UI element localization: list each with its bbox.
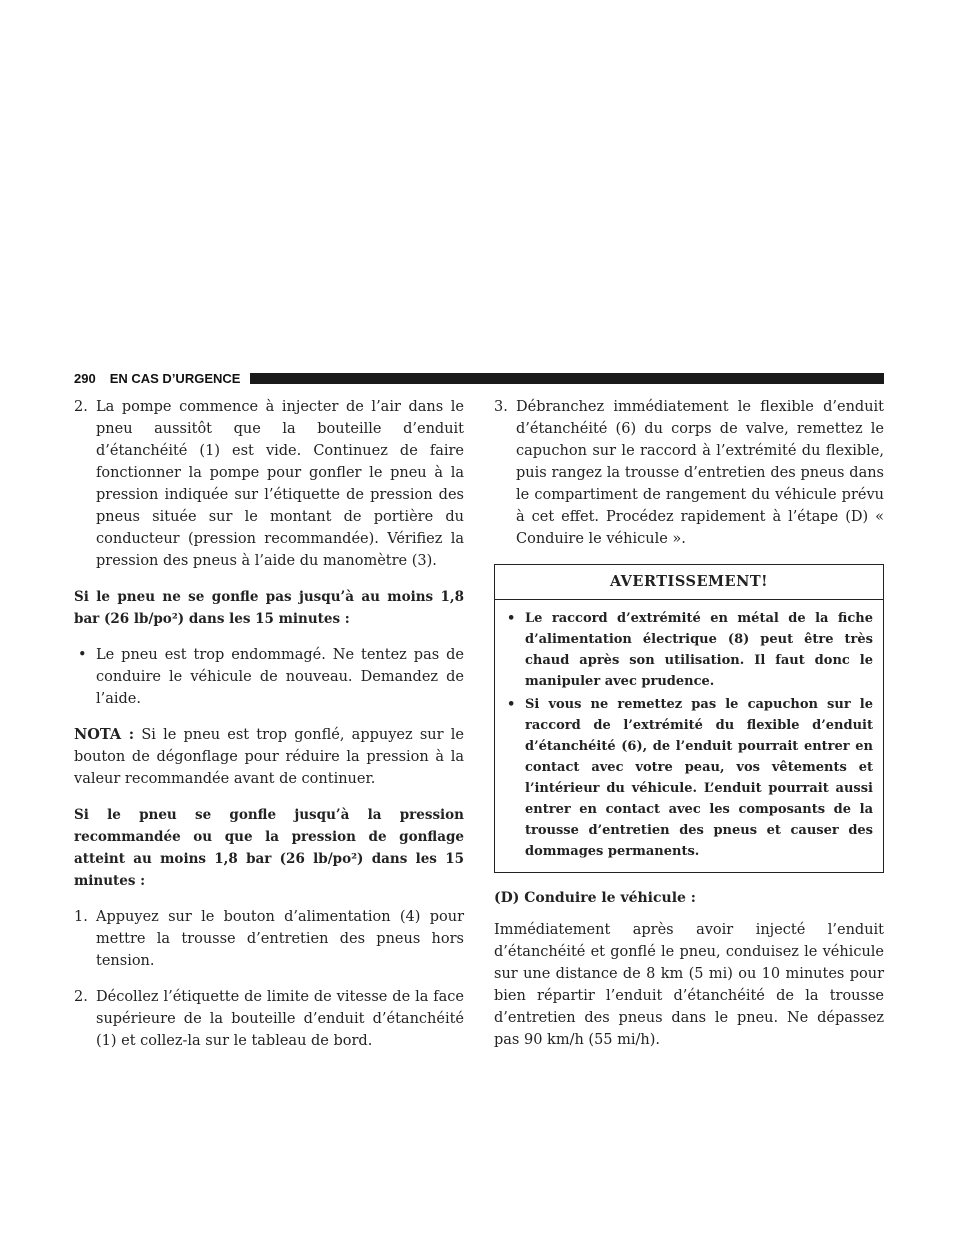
condition-not-inflating: Si le pneu ne se gonfle pas jusqu’à au moins 1,8 bar (26 lb/po²) dans les 15 minutes : <box>74 589 464 627</box>
bullet-icon: • <box>507 697 516 712</box>
header-rule <box>250 373 884 384</box>
step-1-text: Appuyez sur le bouton d’alimentation (4) pour mettre la trousse d’entretien des pneus hors tension. <box>96 909 464 969</box>
warning-item <box>505 608 873 692</box>
right-column <box>494 396 884 1051</box>
bullet-icon: • <box>78 647 87 663</box>
note-paragraph <box>74 724 464 790</box>
step-3-text: Débranchez immédiatement le flexible d’enduit d’étanchéité (6) du corps de valve, remettez le capuchon sur le raccord à l’extrémité du flexible, puis rangez la trousse d’entretien des pneus dans le compartiment de rangement du véhicule prévu à cet effet. Procédez rapidement à l’étape (D) « Conduire le véhicule ». <box>516 399 884 547</box>
warning-text: Le raccord d’extrémité en métal de la fiche d’alimentation électrique (8) peut être très chaud après son utilisation. Il faut donc le manipuler avec prudence. <box>525 611 873 689</box>
bullet-item <box>74 644 464 710</box>
step-1-number: 1. <box>74 909 88 925</box>
step-3-number: 3. <box>494 399 508 415</box>
left-column <box>74 396 464 1066</box>
bullet-icon: • <box>507 611 516 626</box>
drive-vehicle-text: Immédiatement après avoir injecté l’enduit d’étanchéité et gonflé le pneu, conduisez le véhicule sur une distance de 8 km (5 mi) ou 10 minutes pour bien répartir l’enduit d’étanchéité de la trousse d’entretien des pneus dans le pneu. Ne dépassez pas 90 km/h (55 mi/h). <box>494 922 884 1048</box>
warning-item <box>505 694 873 862</box>
note-text: Si le pneu est trop gonflé, appuyez sur le bouton de dégonflage pour réduire la pression à la valeur recommandée avant de continuer. <box>74 727 464 787</box>
step-2-paragraph <box>74 396 464 572</box>
drive-vehicle-heading: (D) Conduire le véhicule : <box>494 890 696 906</box>
section-title: EN CAS D’URGENCE <box>109 370 241 386</box>
step-2b-number: 2. <box>74 989 88 1005</box>
warning-box <box>494 564 884 873</box>
step-2b-text: Décollez l’étiquette de limite de vitesse de la face supérieure de la bouteille d’enduit d’étanchéité (1) et collez-la sur le tableau de bord. <box>96 989 464 1049</box>
warning-text: Si vous ne remettez pas le capuchon sur le raccord de l’extrémité du flexible d’enduit d’étanchéité (6), de l’enduit pourrait entrer en contact avec votre peau, vos vêtements et l’intérieur du véhicule. L’enduit pourrait aussi entrer en contact avec les composants de la trousse d’entretien des pneus et causer des dommages permanents. <box>525 697 873 859</box>
step-2-number: 2. <box>74 399 88 415</box>
warning-title: AVERTISSEMENT! <box>495 565 883 600</box>
page-header <box>74 371 884 385</box>
step-2b-paragraph <box>74 986 464 1052</box>
step-3-paragraph <box>494 396 884 550</box>
bullet-text: Le pneu est trop endommagé. Ne tentez pas de conduire le véhicule de nouveau. Demandez de l’aide. <box>96 647 464 707</box>
condition-inflating: Si le pneu se gonfle jusqu’à la pression recommandée ou que la pression de gonflage atteint au moins 1,8 bar (26 lb/po²) dans les 15 minutes : <box>74 807 464 889</box>
warning-body <box>495 600 883 872</box>
note-label: NOTA : <box>74 726 135 743</box>
step-2-text: La pompe commence à injecter de l’air dans le pneu aussitôt que la bouteille d’enduit d’étanchéité (1) est vide. Continuez de faire fonctionner la pompe pour gonfler le pneu à la pression indiquée sur l’étiquette de pression des pneus située sur le montant de portière du conducteur (pression recommandée). Vérifiez la pression des pneus à l’aide du manomètre (3). <box>96 399 464 569</box>
page-number: 290 <box>74 370 96 386</box>
step-1-paragraph <box>74 906 464 972</box>
